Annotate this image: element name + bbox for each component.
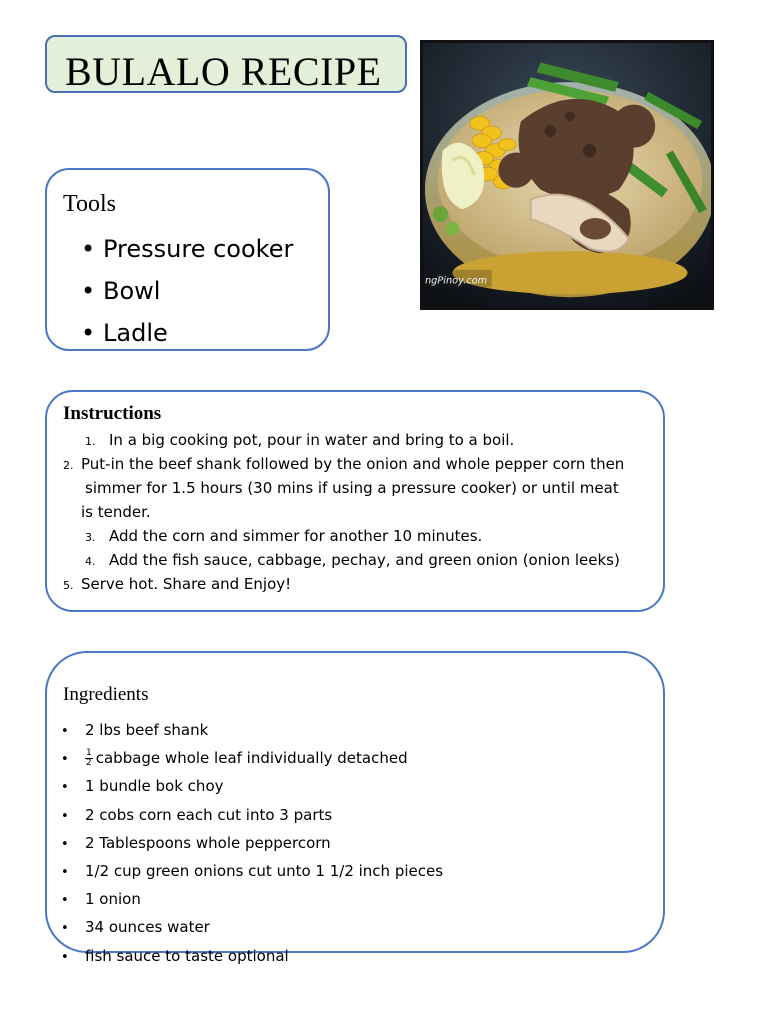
tools-card [45, 168, 330, 351]
list-item: • $\frac{1}{2}$ cabbage whole leaf individually detached [61, 745, 443, 773]
bullet-icon: • [61, 949, 69, 965]
step-2-line-2: simmer for 1.5 hours (30 mins if using a pressure cooker) or until meat [85, 479, 619, 497]
fraction-half: $\frac{1}{2}$ [86, 748, 92, 769]
bullet-icon: • [81, 235, 96, 263]
photo-watermark: ngPinoy.com [424, 275, 488, 287]
bullet-icon: • [61, 921, 69, 937]
bullet-icon: • [61, 724, 69, 739]
ingredients-list [61, 717, 443, 971]
list-item: • Ladle [81, 312, 293, 354]
bulalo-photo [420, 40, 714, 310]
step-5: 5. Serve hot. Share and Enjoy! [63, 575, 292, 593]
bullet-icon: • [81, 319, 96, 347]
bullet-icon: • [61, 808, 69, 824]
bullet-icon: • [61, 865, 69, 881]
list-item: • Bowl [81, 270, 293, 312]
page-title: BULALO RECIPE [65, 49, 382, 93]
list-item: • 2 Tablespoons whole peppercorn [61, 830, 443, 858]
list-item: • 1/2 cup green onions cut unto 1 1/2 inch pieces [61, 858, 443, 886]
tools-heading: Tools [63, 191, 116, 217]
list-item: • 1 onion [61, 886, 443, 914]
bullet-icon: • [61, 780, 69, 796]
step-2-line-3: is tender. [81, 503, 151, 521]
instructions-heading: Instructions [63, 403, 162, 424]
title-box [45, 35, 407, 93]
bullet-icon: • [61, 836, 69, 852]
bullet-icon: • [61, 893, 69, 909]
list-item: • 34 ounces water [61, 914, 443, 942]
bullet-icon: • [81, 277, 96, 305]
bullet-icon: • [61, 752, 69, 768]
list-item: • 2 cobs corn each cut into 3 parts [61, 802, 443, 830]
step-1: 1. In a big cooking pot, pour in water and bring to a boil. [85, 431, 515, 449]
list-item: • fish sauce to taste optional [61, 943, 443, 971]
tools-list [81, 228, 293, 354]
instructions-card [45, 390, 665, 612]
soup-illustration [423, 43, 711, 307]
list-item: • Pressure cooker [81, 228, 293, 270]
list-item: • 2 lbs beef shank [61, 717, 443, 745]
ingredients-heading: Ingredients [63, 684, 149, 705]
step-4: 4. Add the fish sauce, cabbage, pechay, and green onion (onion leeks) [85, 551, 620, 569]
list-item: • 1 bundle bok choy [61, 773, 443, 801]
step-2: 2. Put-in the beef shank followed by the onion and whole pepper corn then [63, 455, 625, 473]
ingredients-card [45, 651, 665, 965]
step-3: 3. Add the corn and simmer for another 10 minutes. [85, 527, 483, 545]
